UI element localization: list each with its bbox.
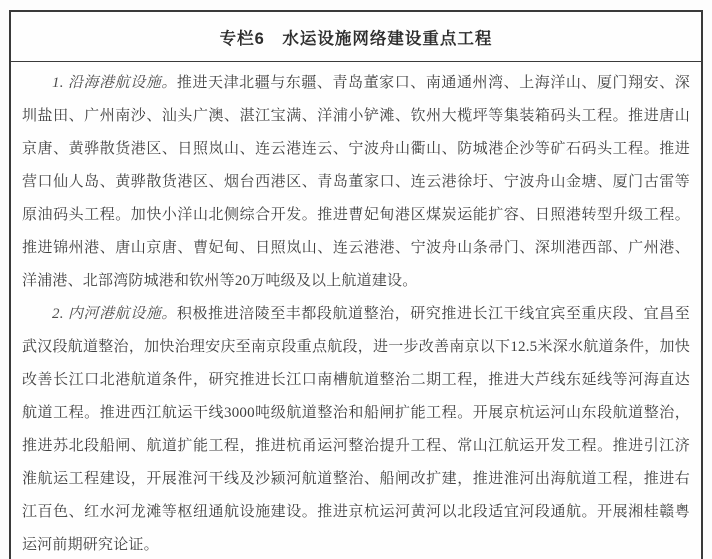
numeric-value: 3000 (224, 405, 255, 421)
column-panel (9, 10, 703, 559)
paragraph-lead: 2. 内河港航设施。 (52, 306, 177, 322)
paragraph-1 (22, 67, 690, 298)
paragraph-lead: 1. 沿海港航设施。 (52, 75, 177, 91)
numeric-value: 12.5 (510, 339, 538, 355)
paragraph-text: 米深水航道条件，加快改善长江口北港航道条件，研究推进长江口南槽航道整治二期工程，推进大芦线东延线等河海直达航道工程。推进西江航运干线 (22, 339, 690, 421)
paragraph-2 (22, 298, 690, 559)
panel-title: 专栏6 水运设施网络建设重点工程 (11, 12, 701, 62)
numeric-value: 20 (234, 273, 251, 289)
paragraph-text: 吨级航道整治和船闸扩能工程。开展京杭运河山东段航道整治，推进苏北段船闸、航道扩能工程，推进杭甬运河整治提升工程、常山江航运开发工程。推进引江济淮航运工程建设，开展淮河干线及沙颍河航道整治、船闸改扩建，推进淮河出海航道工程，推进右江百色、红水河龙滩等枢纽通航设施建设。推进京杭运河黄河以北段适宜河段通航。开展湘桂赣粤运河前期研究论证。 (22, 405, 690, 553)
paragraph-text: 万吨级及以上航道建设。 (250, 273, 418, 289)
paragraph-text: 积极推进涪陵至丰都段航道整治，研究推进长江干线宜宾至重庆段、宜昌至武汉段航道整治，加快治理安庆至南京段重点航段，进一步改善南京以下 (22, 306, 690, 355)
paragraph-text: 推进天津北疆与东疆、青岛董家口、南通通州湾、上海洋山、厦门翔安、深圳盐田、广州南沙、汕头广澳、湛江宝满、洋浦小铲滩、钦州大榄坪等集装箱码头工程。推进唐山京唐、黄骅散货港区、日照岚山、连云港连云、宁波舟山衢山、防城港企沙等矿石码头工程。推进营口仙人岛、黄骅散货港区、烟台西港区、青岛董家口、连云港徐圩、宁波舟山金塘、厦门古雷等原油码头工程。加快小洋山北侧综合开发。推进曹妃甸港区煤炭运能扩容、日照港转型升级工程。推进锦州港、唐山京唐、曹妃甸、日照岚山、连云港港、宁波舟山条帚门、深圳港西部、广州港、洋浦港、北部湾防城港和钦州等 (22, 75, 690, 289)
panel-body (11, 62, 701, 559)
